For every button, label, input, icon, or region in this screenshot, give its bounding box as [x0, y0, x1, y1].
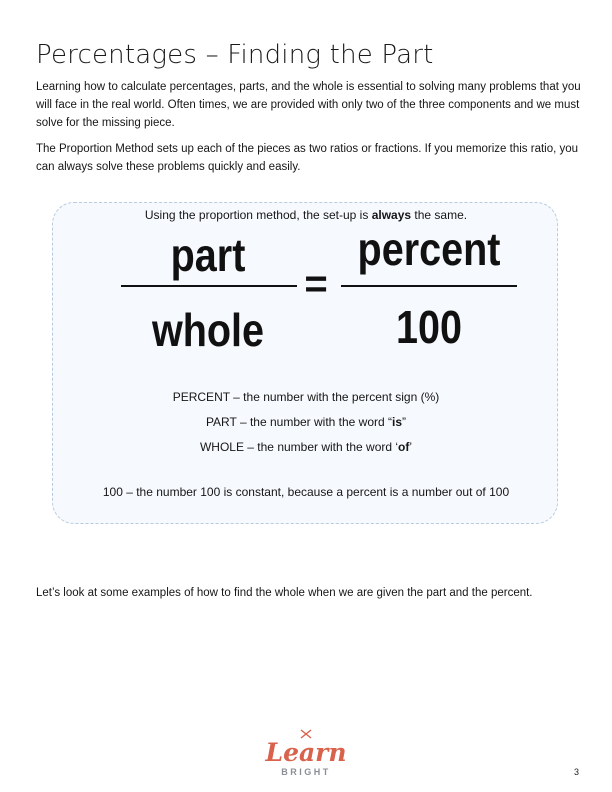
fraction-numerator-percent: percent: [357, 223, 501, 275]
box-intro-prefix: Using the proportion method, the set-up is: [144, 208, 372, 222]
logo-learn-text: Learn: [265, 738, 347, 767]
definition-part-prefix: PART – the number with the word “: [205, 415, 393, 429]
fraction-bar-right: [341, 285, 517, 287]
logo-bright-text: BRIGHT: [281, 767, 331, 777]
fraction-bar-left: [121, 285, 297, 287]
proportion-method-paragraph: The Proportion Method sets up each of the pieces as two ratios or fractions. If you memorize this ratio, you can always solve these problems quickly and easily.: [36, 143, 579, 173]
definition-part-suffix: ”: [402, 415, 407, 429]
definition-whole-suffix: ’: [409, 440, 413, 454]
fraction-numerator-part: part: [170, 229, 246, 281]
definition-whole-prefix: WHOLE – the number with the word ‘: [199, 440, 399, 454]
definition-whole-word: of: [398, 440, 410, 454]
definition-whole: [0, 440, 612, 454]
pencil-x-icon: [301, 730, 311, 738]
learn-bright-logo: [256, 728, 356, 782]
box-intro-text: [0, 208, 612, 222]
definition-percent: PERCENT – the number with the percent sign (%): [172, 390, 440, 404]
box-intro-suffix: the same.: [411, 208, 468, 222]
fraction-denominator-100: 100: [395, 301, 463, 353]
box-intro-bold: always: [371, 208, 412, 222]
fraction-denominator-whole: whole: [151, 304, 265, 356]
definition-part-word: is: [392, 415, 403, 429]
definition-hundred: 100 – the number 100 is constant, because a percent is a number out of 100: [102, 485, 510, 499]
examples-intro: Let’s look at some examples of how to find the whole when we are given the part and the percent.: [36, 587, 533, 599]
page-number: 3: [574, 767, 580, 777]
page-title: Percentages – Finding the Part: [36, 40, 434, 70]
definition-part: [0, 415, 612, 429]
intro-paragraph: Learning how to calculate percentages, parts, and the whole is essential to solving many problems that you will face in the real world. Often times, we are provided with only two of the three components and we must solve for the missing piece.: [36, 81, 581, 129]
equals-sign: =: [304, 262, 328, 306]
